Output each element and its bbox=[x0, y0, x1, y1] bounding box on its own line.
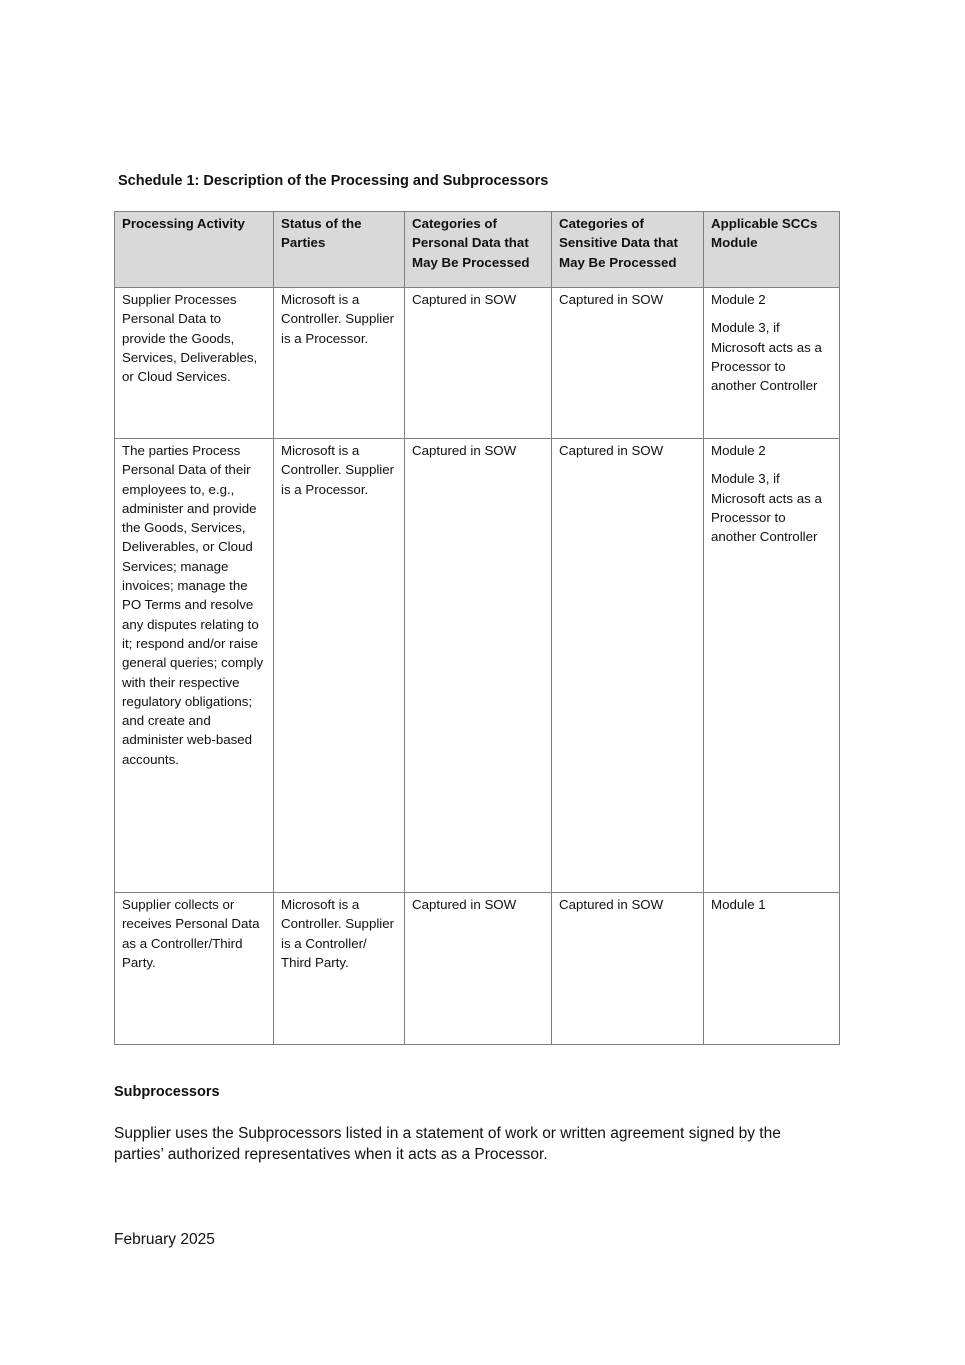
cell-personal-data: Captured in SOW bbox=[405, 893, 552, 1045]
cell-personal-data: Captured in SOW bbox=[405, 439, 552, 893]
header-status-of-parties: Status of the Parties bbox=[274, 212, 405, 288]
table-row bbox=[115, 288, 840, 439]
cell-processing-activity: The parties Process Personal Data of their employees to, e.g., administer and provide the Goods, Services, Deliverables, or Cloud Services; manage invoices; manage the PO Terms and resolve any disputes relating to it; respond and/or raise general queries; comply with their respective regulatory obligations; and create and administer web-based accounts. bbox=[115, 439, 274, 893]
cell-personal-data: Captured in SOW bbox=[405, 288, 552, 439]
cell-processing-activity: Supplier Processes Personal Data to provide the Goods, Services, Deliverables, or Cloud Services. bbox=[115, 288, 274, 439]
cell-sensitive-data: Captured in SOW bbox=[552, 893, 704, 1045]
module-secondary: Module 3, if Microsoft acts as a Processor to another Controller bbox=[711, 320, 822, 394]
cell-status-of-parties: Microsoft is a Controller. Supplier is a Processor. bbox=[274, 439, 405, 893]
cell-sensitive-data: Captured in SOW bbox=[552, 439, 704, 893]
module-primary: Module 2 bbox=[711, 292, 766, 307]
cell-sensitive-data: Captured in SOW bbox=[552, 288, 704, 439]
header-processing-activity: Processing Activity bbox=[115, 212, 274, 288]
cell-sccs-module bbox=[704, 288, 840, 439]
subprocessors-heading: Subprocessors bbox=[114, 1084, 220, 1100]
table-row bbox=[115, 893, 840, 1045]
table-header-row bbox=[115, 212, 840, 288]
header-personal-data-categories: Categories of Personal Data that May Be Processed bbox=[405, 212, 552, 288]
module-primary: Module 1 bbox=[711, 897, 766, 912]
header-applicable-sccs-module: Applicable SCCs Module bbox=[704, 212, 840, 288]
processing-table bbox=[114, 211, 840, 1045]
module-primary: Module 2 bbox=[711, 443, 766, 458]
cell-processing-activity: Supplier collects or receives Personal Data as a Controller/Third Party. bbox=[115, 893, 274, 1045]
cell-status-of-parties: Microsoft is a Controller. Supplier is a Processor. bbox=[274, 288, 405, 439]
subprocessors-body: Supplier uses the Subprocessors listed in a statement of work or written agreement signed by the parties’ authorized representatives when it acts as a Processor. bbox=[114, 1125, 781, 1163]
schedule-title: Schedule 1: Description of the Processing and Subprocessors bbox=[118, 173, 549, 189]
table-row bbox=[115, 439, 840, 893]
header-sensitive-data-categories: Categories of Sensitive Data that May Be Processed bbox=[552, 212, 704, 288]
cell-sccs-module bbox=[704, 439, 840, 893]
cell-sccs-module bbox=[704, 893, 840, 1045]
footer-date: February 2025 bbox=[114, 1231, 215, 1248]
cell-status-of-parties: Microsoft is a Controller. Supplier is a Controller/ Third Party. bbox=[274, 893, 405, 1045]
module-secondary: Module 3, if Microsoft acts as a Processor to another Controller bbox=[711, 471, 822, 545]
